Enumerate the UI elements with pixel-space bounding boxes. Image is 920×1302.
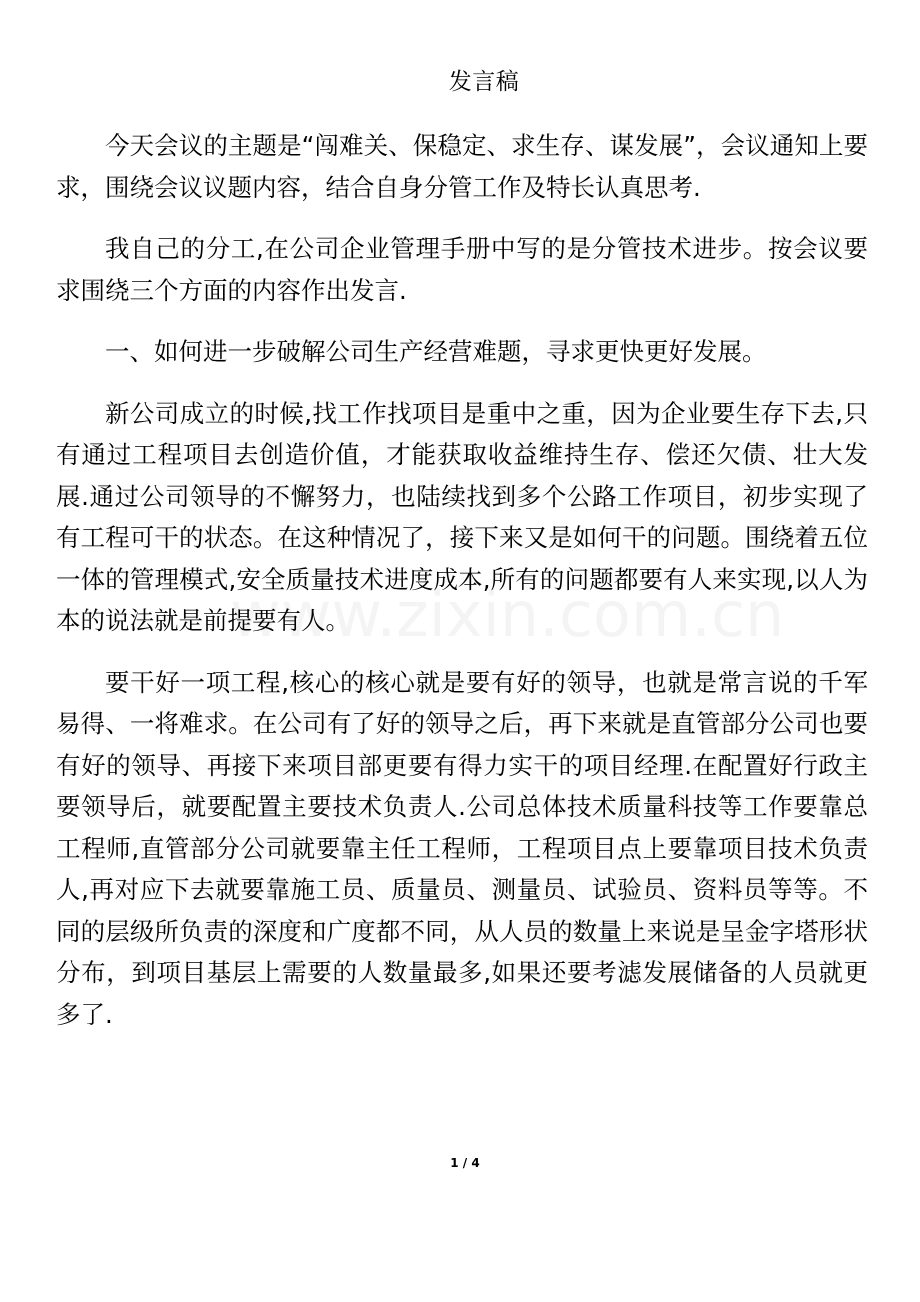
document-title: 发言稿 xyxy=(448,69,520,95)
paragraph-meeting-theme: 今天会议的主题是“闯难关、保稳定、求生存、谋发展”，会议通知上要求，围绕会议议题内容，结合自身分管工作及特长认真思考. xyxy=(56,131,868,202)
paragraph-new-company: 新公司成立的时候,找工作找项目是重中之重，因为企业要生存下去,只有通过工程项目去创造价值，才能获取收益维持生存、偿还欠债、壮大发展.通过公司领导的不懈努力，也陆续找到多个公路工作项目，初步实现了有工程可干的状态。在这种情况了，接下来又是如何干的问题。围绕着五位一体的管理模式,安全质量技术进度成本,所有的问题都要有人来实现,以人为本的说法就是前提要有人。 xyxy=(56,398,868,635)
page-number: 1 / 4 xyxy=(450,1156,480,1170)
paragraph-leadership: 要干好一项工程,核心的核心就是要有好的领导，也就是常言说的千军易得、一将难求。在公司有了好的领导之后，再下来就是直管部分公司也要有好的领导、再接下来项目部更要有得力实干的项目经理.在配置好行政主要领导后，就要配置主要技术负责人.公司总体技术质量科技等工作要靠总工程师,直管部分公司就要靠主任工程师，工程项目点上要靠项目技术负责人,再对应下去就要靠施工员、质量员、测量员、试验员、资料员等等。不同的层级所负责的深度和广度都不同，从人员的数量上来说是呈金字塔形状分布，到项目基层上需要的人数量最多,如果还要考滤发展储备的人员就更多了. xyxy=(56,667,868,1029)
document-body xyxy=(56,125,868,1055)
paragraph-section-heading-1: 一、如何进一步破解公司生产经营难题，寻求更快更好发展。 xyxy=(105,337,767,366)
paragraph-division-of-work: 我自己的分工,在公司企业管理手册中写的是分管技术进步。按会议要求围绕三个方面的内容作出发言. xyxy=(56,234,868,305)
